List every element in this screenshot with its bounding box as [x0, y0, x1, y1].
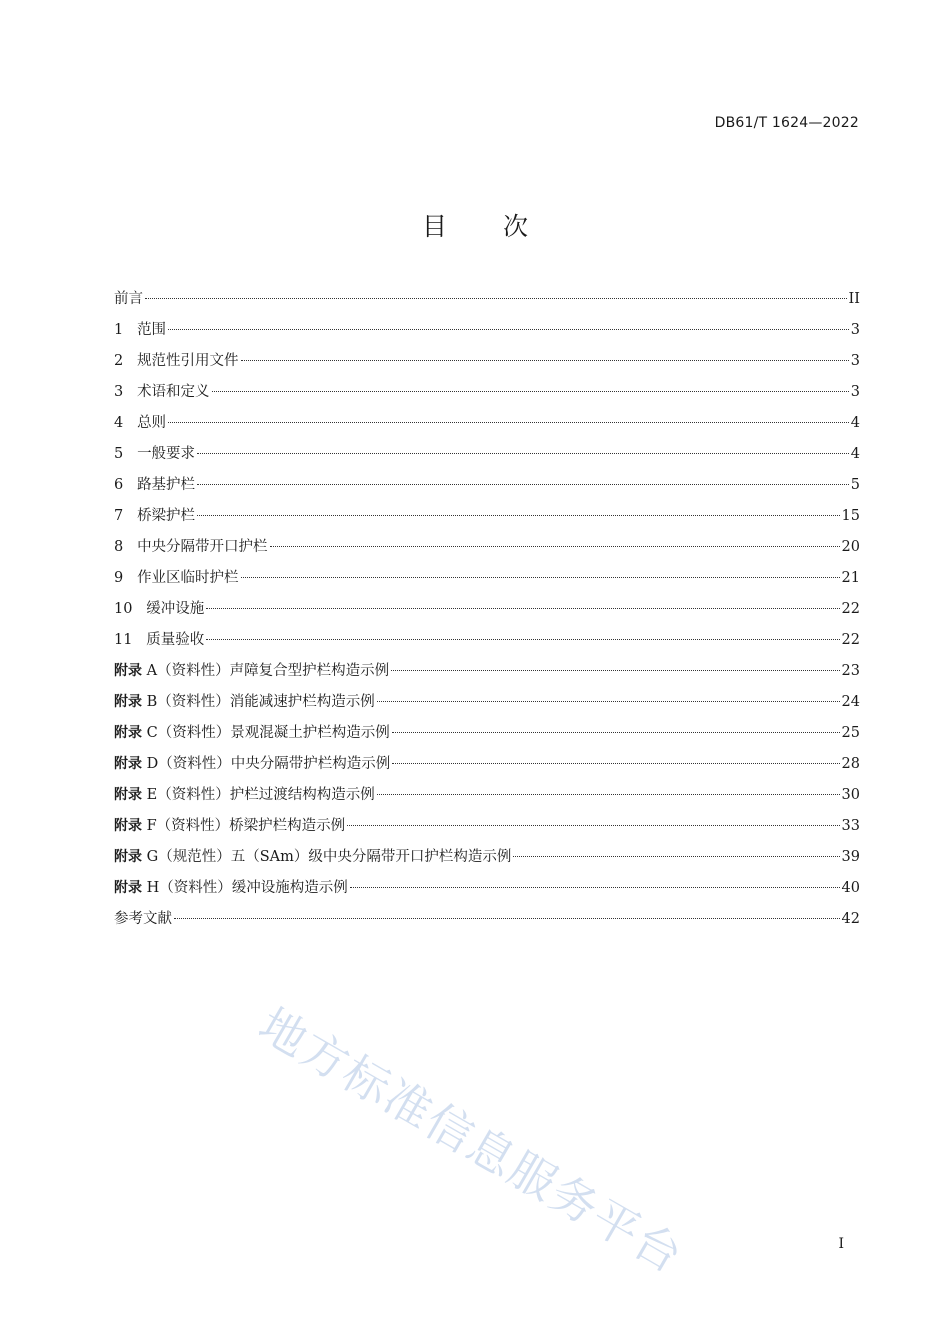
toc-entry-label [146, 628, 204, 649]
toc-dot-leader [206, 639, 839, 640]
toc-entry-label [114, 814, 345, 835]
toc-entry-page: 5 [850, 477, 860, 493]
toc-dot-leader [241, 360, 849, 361]
toc-entry-page: 25 [841, 725, 860, 741]
toc-entry-text: 参考文献 [114, 911, 172, 927]
toc-dot-leader [197, 453, 849, 454]
toc-entry-text: 中央分隔带开口护栏 [137, 539, 268, 555]
toc-entry-label [146, 597, 204, 618]
toc-entry-page: 42 [841, 911, 860, 927]
toc-dot-leader [197, 515, 839, 516]
toc-entry-number: 3 [114, 384, 138, 400]
toc-entry[interactable] [114, 442, 860, 473]
toc-entry-page: 33 [841, 818, 860, 834]
toc-entry-text: A（资料性）声障复合型护栏构造示例 [142, 663, 390, 679]
toc-entry-text: F（资料性）桥梁护栏构造示例 [142, 818, 346, 834]
toc-dot-leader [241, 577, 840, 578]
toc-entry[interactable] [114, 907, 860, 938]
toc-entry-number: 5 [114, 446, 138, 462]
document-code: DB61/T 1624—2022 [714, 115, 859, 131]
toc-dot-leader [168, 422, 849, 423]
toc-entry-page: 24 [841, 694, 860, 710]
table-of-contents [114, 287, 860, 938]
toc-entry-text: 规范性引用文件 [137, 353, 239, 369]
watermark: 地方标准信息服务平台 [250, 997, 693, 1284]
toc-entry-number: 1 [114, 322, 138, 338]
toc-entry-label [137, 504, 195, 525]
toc-entry-number: 11 [114, 632, 147, 648]
toc-entry-text: 前言 [114, 291, 143, 307]
toc-entry[interactable] [114, 318, 860, 349]
toc-entry-text: C（资料性）景观混凝土护栏构造示例 [142, 725, 390, 741]
toc-entry-page: 20 [841, 539, 860, 555]
toc-entry-page: 15 [841, 508, 860, 524]
toc-entry-page: 4 [850, 446, 860, 462]
page-title [0, 207, 950, 243]
toc-entry-prefix: 附录 [114, 787, 142, 803]
toc-entry-number: 7 [114, 508, 138, 524]
toc-entry-page: 28 [841, 756, 860, 772]
toc-entry-number: 6 [114, 477, 138, 493]
toc-entry-prefix: 附录 [114, 849, 142, 865]
toc-dot-leader [347, 825, 839, 826]
toc-dot-leader [377, 794, 840, 795]
toc-dot-leader [391, 670, 839, 671]
toc-entry-text: 桥梁护栏 [137, 508, 196, 524]
toc-entry-number: 9 [114, 570, 138, 586]
toc-entry-label [114, 752, 390, 773]
toc-entry-text: B（资料性）消能减速护栏构造示例 [142, 694, 375, 710]
toc-entry-page: 3 [850, 353, 860, 369]
toc-dot-leader [377, 701, 840, 702]
toc-entry[interactable] [114, 411, 860, 442]
toc-entry[interactable] [114, 504, 860, 535]
toc-entry-prefix: 附录 [114, 694, 142, 710]
toc-entry-text: 作业区临时护栏 [137, 570, 239, 586]
toc-entry-prefix: 附录 [114, 756, 142, 772]
toc-entry[interactable] [114, 659, 860, 690]
title-part-2: 次 [503, 212, 529, 241]
toc-entry-prefix: 附录 [114, 880, 142, 896]
toc-entry[interactable] [114, 566, 860, 597]
toc-entry-label [114, 907, 172, 928]
toc-entry-label [137, 566, 239, 587]
toc-entry-text: 路基护栏 [137, 477, 196, 493]
toc-entry-number: 4 [114, 415, 138, 431]
toc-entry-text: G（规范性）五（SAm）级中央分隔带开口护栏构造示例 [142, 849, 512, 865]
toc-dot-leader [392, 763, 839, 764]
toc-entry-page: 3 [850, 384, 860, 400]
toc-entry-page: II [848, 291, 860, 307]
toc-dot-leader [206, 608, 839, 609]
toc-dot-leader [212, 391, 849, 392]
toc-dot-leader [350, 887, 840, 888]
toc-entry-label [114, 876, 348, 897]
toc-dot-leader [270, 546, 840, 547]
toc-dot-leader [513, 856, 839, 857]
toc-entry[interactable] [114, 690, 860, 721]
toc-entry-label [137, 380, 210, 401]
toc-entry-label [114, 659, 389, 680]
toc-entry[interactable] [114, 597, 860, 628]
toc-entry-page: 3 [850, 322, 860, 338]
toc-dot-leader [392, 732, 840, 733]
toc-entry-label [137, 318, 166, 339]
toc-entry[interactable] [114, 814, 860, 845]
toc-dot-leader [145, 298, 847, 299]
toc-entry[interactable] [114, 628, 860, 659]
toc-entry[interactable] [114, 845, 860, 876]
toc-entry-text: 术语和定义 [137, 384, 210, 400]
toc-entry[interactable] [114, 380, 860, 411]
toc-entry-label [114, 721, 390, 742]
toc-entry-label [137, 349, 239, 370]
toc-entry-page: 30 [841, 787, 860, 803]
toc-entry-text: H（资料性）缓冲设施构造示例 [142, 880, 348, 896]
toc-entry-text: E（资料性）护栏过渡结构构造示例 [142, 787, 375, 803]
toc-entry[interactable] [114, 876, 860, 907]
toc-entry-text: 质量验收 [146, 632, 205, 648]
toc-entry[interactable] [114, 349, 860, 380]
toc-entry-page: 4 [850, 415, 860, 431]
toc-dot-leader [174, 918, 840, 919]
toc-entry-text: 范围 [137, 322, 167, 338]
title-part-1: 目 [421, 212, 447, 241]
toc-entry-text: 一般要求 [137, 446, 196, 462]
toc-entry-page: 40 [841, 880, 860, 896]
toc-entry-label [137, 535, 268, 556]
toc-entry[interactable] [114, 783, 860, 814]
toc-entry[interactable] [114, 752, 860, 783]
toc-entry-text: 缓冲设施 [146, 601, 205, 617]
toc-entry-label [114, 783, 375, 804]
toc-entry-label [114, 845, 511, 866]
toc-entry-number: 8 [114, 539, 138, 555]
toc-entry-text: D（资料性）中央分隔带护栏构造示例 [142, 756, 391, 772]
toc-dot-leader [197, 484, 849, 485]
toc-entry-prefix: 附录 [114, 725, 142, 741]
toc-entry-label [137, 442, 195, 463]
toc-entry[interactable] [114, 721, 860, 752]
toc-dot-leader [168, 329, 849, 330]
toc-entry-text: 总则 [137, 415, 167, 431]
toc-entry-page: 39 [841, 849, 860, 865]
toc-entry-prefix: 附录 [114, 663, 142, 679]
toc-entry-page: 22 [841, 601, 860, 617]
toc-entry-prefix: 附录 [114, 818, 142, 834]
toc-entry-label [137, 473, 195, 494]
toc-entry[interactable] [114, 473, 860, 504]
toc-entry[interactable] [114, 287, 860, 318]
toc-entry-label [114, 690, 375, 711]
toc-entry[interactable] [114, 535, 860, 566]
toc-entry-label [137, 411, 166, 432]
toc-entry-page: 21 [841, 570, 860, 586]
toc-entry-number: 10 [114, 601, 147, 617]
toc-entry-label [114, 287, 143, 308]
toc-entry-page: 22 [841, 632, 860, 648]
toc-entry-number: 2 [114, 353, 138, 369]
page-number: I [838, 1236, 844, 1252]
toc-entry-page: 23 [841, 663, 860, 679]
